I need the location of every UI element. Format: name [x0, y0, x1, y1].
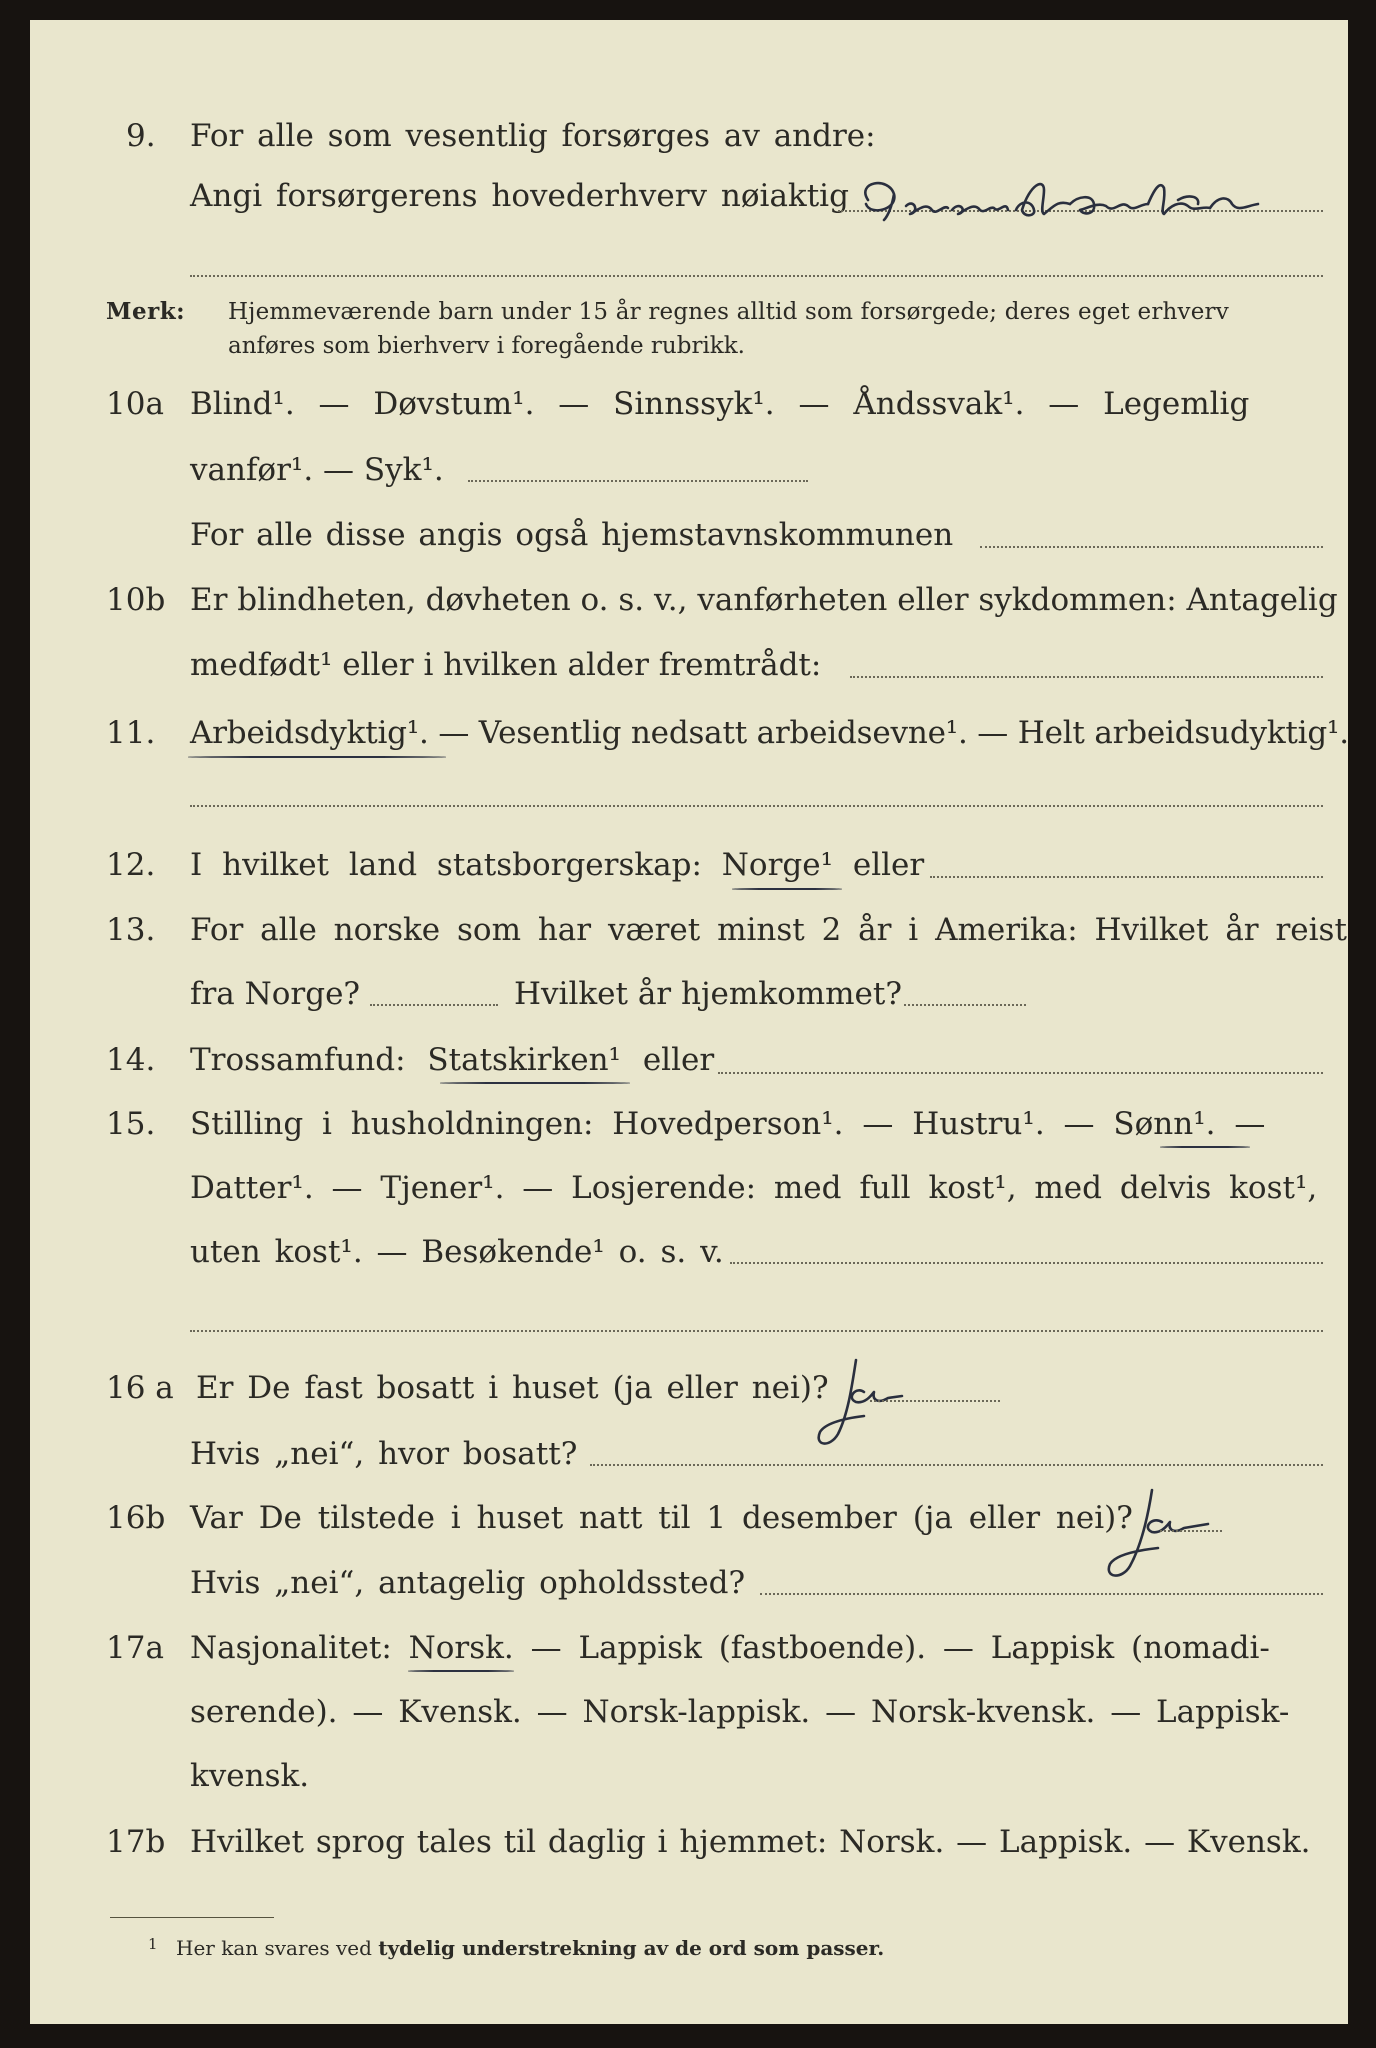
q10a-line1: Blind¹. — Døvstum¹. — Sinnssyk¹. — Åndssvak¹. — Legemlig [190, 386, 1250, 422]
census-form-page [30, 20, 1348, 2024]
q9-line1: For alle som vesentlig forsørges av andre: [190, 118, 876, 154]
merk-line2: anføres som bierhverv i foregående rubrikk. [228, 333, 745, 359]
q16b-handwritten-answer [1098, 1482, 1238, 1592]
q11-number: 11. [106, 715, 156, 751]
footnote-text-bold: tydelig understrekning av de ord som passer. [378, 1936, 885, 1960]
q16a-bosatt-line [590, 1464, 1323, 1466]
q9-number: 9. [126, 118, 156, 154]
q16b-line2: Hvis „nei“, antagelig opholdssted? [190, 1565, 746, 1601]
q14-statskirken-underline [440, 1082, 630, 1084]
q11-line1: Arbeidsdyktig¹. — Vesentlig nedsatt arbeidsevne¹. — Helt arbeidsudyktig¹. [190, 715, 1349, 751]
q13-line2b: Hvilket år hjemkommet? [514, 976, 902, 1012]
merk-line1: Hjemmeværende barn under 15 år regnes alltid som forsørgede; deres eget erhverv [228, 299, 1229, 325]
q15-extra-line [190, 1330, 1323, 1332]
footnote-mark: 1 [148, 1935, 158, 1953]
footnote-rule [110, 1917, 274, 1918]
q11-arbeidsdyktig-underline [188, 756, 446, 758]
q10a-syk-line [468, 480, 808, 482]
q17a-line3: kvensk. [190, 1758, 310, 1794]
q16b-answer-line [1160, 1530, 1222, 1532]
q16b-line1: Var De tilstede i huset natt til 1 desember (ja eller nei)? [190, 1500, 1133, 1536]
q14-number: 14. [106, 1042, 156, 1078]
footnote-text [176, 1934, 884, 1962]
q17b-number: 17b [106, 1824, 166, 1860]
q10b-alder-line [850, 676, 1323, 678]
q10a-line2: vanfør¹. — Syk¹. [190, 452, 444, 488]
q16b-opholdssted-line [760, 1593, 1323, 1595]
q10b-line2: medfødt¹ eller i hvilken alder fremtrådt: [190, 647, 822, 683]
q12-line1: I hvilket land statsborgerskap: Norge¹ eller [190, 847, 925, 883]
q17a-number: 17a [106, 1630, 164, 1666]
q13-reist-line [370, 1004, 498, 1006]
q9-line2: Angi forsørgerens hovederhverv nøiaktig [190, 178, 849, 214]
q15-line3: uten kost¹. — Besøkende¹ o. s. v. [190, 1234, 724, 1270]
q17a-norsk-underline [408, 1670, 514, 1672]
q13-line1: For alle norske som har været minst 2 år i Amerika: Hvilket år reist [190, 912, 1347, 948]
q16b-number: 16b [106, 1500, 166, 1536]
q15-line1: Stilling i husholdningen: Hovedperson¹. — Hustru¹. — Sønn¹. — [190, 1106, 1266, 1142]
q10b-number: 10b [106, 582, 166, 618]
q10a-hjemstavn-line [980, 546, 1323, 548]
q13-number: 13. [106, 912, 156, 948]
q13-line2a: fra Norge? [190, 976, 361, 1012]
q16a-answer-line [870, 1400, 1000, 1402]
q15-besokende-line [730, 1262, 1323, 1264]
q12-number: 12. [106, 847, 156, 883]
q10b-line1: Er blindheten, døvheten o. s. v., vanførheten eller sykdommen: Antagelig [190, 582, 1338, 618]
q10a-number: 10a [106, 386, 164, 422]
q9-handwritten-answer [848, 170, 1268, 228]
q14-line1: Trossamfund: Statskirken¹ eller [190, 1042, 715, 1078]
q16a-number: 16 a [106, 1370, 174, 1406]
q14-eller-line [718, 1072, 1323, 1074]
q17b-line1: Hvilket sprog tales til daglig i hjemmet: Norsk. — Lappisk. — Kvensk. [190, 1824, 1311, 1860]
q15-number: 15. [106, 1106, 156, 1142]
q16a-line2: Hvis „nei“, hvor bosatt? [190, 1436, 578, 1472]
q15-line2: Datter¹. — Tjener¹. — Losjerende: med full kost¹, med delvis kost¹, [190, 1170, 1318, 1206]
q17a-line1: Nasjonalitet: Norsk. — Lappisk (fastboende). — Lappisk (nomadi- [190, 1630, 1270, 1666]
q17a-line2: serende). — Kvensk. — Norsk-lappisk. — Norsk-kvensk. — Lappisk- [190, 1694, 1290, 1730]
q9-extra-line [190, 275, 1323, 277]
q16a-line1: Er De fast bosatt i huset (ja eller nei)? [196, 1370, 829, 1406]
q16a-handwritten-answer [808, 1352, 928, 1462]
q13-hjemkommet-line [904, 1004, 1026, 1006]
footnote-text-plain: Her kan svares ved [176, 1936, 379, 1960]
q10a-line3: For alle disse angis også hjemstavnskommunen [190, 517, 954, 553]
q11-extra-line [190, 805, 1323, 807]
merk-label: Merk: [106, 298, 186, 325]
q15-sonn-underline [1160, 1146, 1250, 1148]
q12-eller-line [930, 876, 1323, 878]
q12-norge-underline [732, 888, 842, 890]
